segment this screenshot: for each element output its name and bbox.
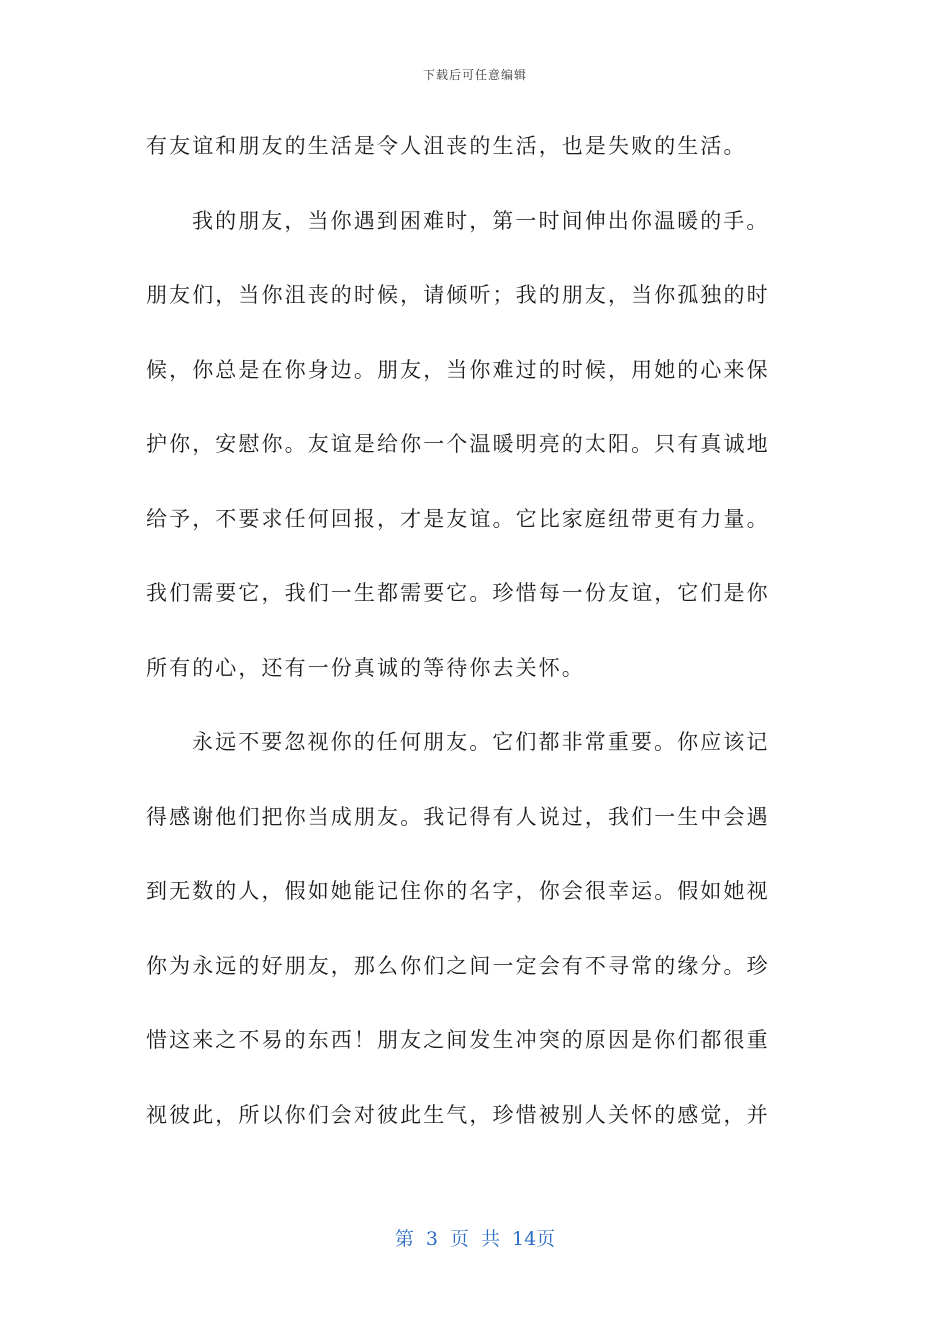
text-line-5: 护你，安慰你。友谊是给你一个温暖明亮的太阳。只有真诚地: [146, 432, 770, 456]
text-line-8: 所有的心，还有一份真诚的等待你去关怀。: [146, 655, 585, 680]
text-line-11: 到无数的人，假如她能记住你的名字，你会很幸运。假如她视: [146, 879, 770, 903]
text-line-10: 得感谢他们把你当成朋友。我记得有人说过，我们一生中会遇: [146, 804, 770, 829]
text-line-2: 我的朋友，当你遇到困难时，第一时间伸出你温暖的手。: [192, 208, 770, 233]
footer-total-pages: 14页: [511, 1228, 556, 1250]
text-line-9: 永远不要忽视你的任何朋友。它们都非常重要。你应该记: [192, 730, 770, 754]
text-line-4: 候，你总是在你身边。朋友，当你难过的时候，用她的心来保: [146, 357, 770, 382]
page-footer: [0, 1224, 950, 1251]
text-line-12: 你为永远的好朋友，那么你们之间一定会有不寻常的缘分。珍: [146, 953, 770, 978]
page-header: 下载后可任意编辑: [422, 68, 527, 82]
footer-current-page: 3: [425, 1228, 438, 1250]
footer-prefix: 第: [394, 1228, 414, 1250]
text-line-14: 视彼此，所以你们会对彼此生气，珍惜被别人关怀的感觉，并: [146, 1102, 770, 1127]
document-body: [146, 120, 792, 1163]
text-line-1: 有友谊和朋友的生活是令人沮丧的生活，也是失败的生活。: [146, 134, 747, 158]
footer-middle: 页 共: [449, 1228, 500, 1250]
text-line-6: 给予，不要求任何回报，才是友谊。它比家庭纽带更有力量。: [146, 506, 770, 531]
text-line-7: 我们需要它，我们一生都需要它。珍惜每一份友谊，它们是你: [146, 581, 770, 605]
text-line-13: 惜这来之不易的东西！朋友之间发生冲突的原因是你们都很重: [146, 1028, 770, 1052]
text-line-3: 朋友们，当你沮丧的时候，请倾听；我的朋友，当你孤独的时: [146, 283, 770, 307]
